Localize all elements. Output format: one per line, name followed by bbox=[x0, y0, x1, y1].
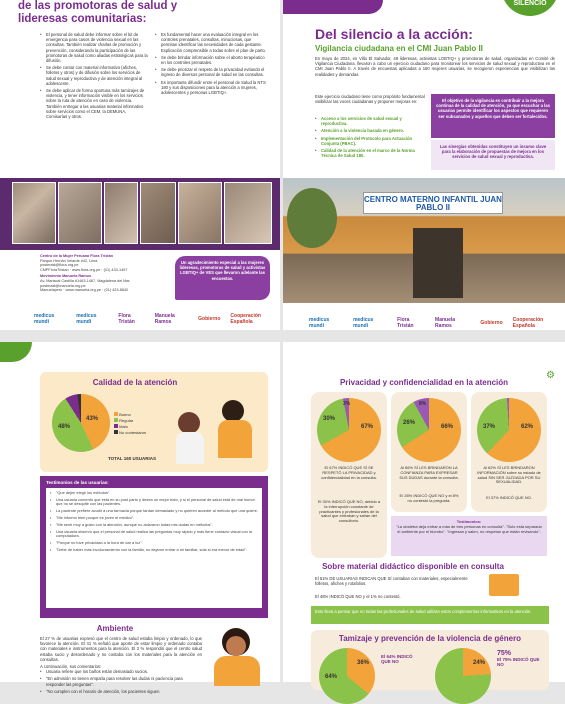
main-title: Del silencio a la acción: bbox=[315, 26, 473, 42]
privacy-pie-3 bbox=[477, 398, 541, 462]
contact1-line: Parque Hernán Velarde #42, Lima bbox=[40, 258, 98, 263]
pie-label: 64% bbox=[325, 674, 338, 680]
testimonio: • "Me sentí muy a gusto con la atención, aunque no aclararon todas mis dudas en métodos". bbox=[50, 523, 258, 528]
quality-total: TOTAL 160 USUARIAS bbox=[108, 456, 157, 461]
recommendation: • Se debe aplicar de forma oportuna más tamizajes de violencia, y tener información visible en los servicios sobre la ruta de atención en caso de violencia. También entregar a las usuarias material informativo sobre servicios como el CEM, la DEMUNA, Comisarías y otros. bbox=[40, 88, 148, 119]
contact1-line: CMPFloraTristan · www.flora.org.pe · (01) 433-1457 bbox=[40, 267, 128, 272]
objective-box: El objetivo de la vigilancia es contribuir a la mejora continua de la calidad de atención, ya que escuchar a las usuarias permite identificar los aspectos que requieren ser subsanados y aquellos que deben ser fortalecidos. bbox=[431, 94, 555, 138]
privacy-card-text: El 30% INDICÓ QUE NO, debido a la interrupción constante de practicantes y profesionales de la salud que entraban y salían del consultorio. bbox=[317, 499, 381, 524]
privacy-card-text: El 37% INDICÓ QUE NO. bbox=[486, 495, 532, 500]
bottom-right-page bbox=[283, 342, 565, 682]
pie-label: 8% bbox=[419, 401, 427, 407]
bottom-left-page bbox=[0, 342, 280, 694]
ambiente-paragraph: El 27 % de usuarias expresó que el centro de salud estaba limpio y ordenado, lo que favorece la atención. El 41 % señaló que aporte de estar limpio y ordenado contaba con materiales e instrumentos para la atención. El 3 % respondió que el centro salud estaba sucio y desordenado y no contaba con los materiales para la atención en consultas. bbox=[40, 636, 202, 662]
contact2-line: Manuelaperu · www.manuela.org.pe · (01) 423-8840 bbox=[40, 288, 129, 293]
synergy-box: Las sinergias obtenidas constituyen un insumo clave para la elaboración de propuestas de mejora en los servicios de salud sexual y reproductiva. bbox=[431, 140, 555, 170]
recommendation: • Se debe brindar información sobre el aborto terapéutico en los controles prenatales. bbox=[155, 55, 267, 65]
logo-gobierno: Gobierno bbox=[198, 316, 221, 322]
privacy-testimonios-text: "La obstetra deja entrar a más de tres personas en consulta". "Solo está separado el ambiente por el biombo". "Ingresan y salen, no respetan que están revisando". bbox=[396, 523, 542, 534]
pie-label: 24% bbox=[472, 660, 485, 666]
logo-row bbox=[307, 316, 565, 330]
privacy-testimonios bbox=[391, 516, 547, 556]
contact-block bbox=[40, 254, 165, 293]
logo-manuela-ramos: Manuela Ramos bbox=[435, 317, 456, 329]
testimonios-title: Testimonios de las usuarias: bbox=[46, 480, 109, 485]
privacy-pie-2 bbox=[397, 398, 461, 462]
pie-label: 36% bbox=[356, 660, 369, 666]
logo-cooperacion: Cooperación Española bbox=[230, 313, 261, 325]
pie-label: 30% bbox=[323, 416, 336, 422]
logo-medicus-mundi: medicus mundi bbox=[353, 317, 374, 329]
quality-pie bbox=[52, 394, 110, 452]
photo-strip bbox=[0, 178, 280, 250]
building-sign: CENTRO MATERNO INFANTIL JUAN PABLO II bbox=[363, 192, 503, 214]
tamizaje-card bbox=[311, 630, 549, 690]
pie-label-good: 43% bbox=[86, 416, 99, 422]
material-note: Esto lleva a pensar que no todas las profesionales de salud utilizan estos complementos informativos en la atención. bbox=[311, 606, 549, 624]
testimonio: • La paciente prefiere acudir a una farmacia porque tardan demasiado y no quieren acceder al método que una quiere. bbox=[50, 509, 258, 514]
material-text-2: El 48% INDICÓ QUE NO y el 1% no contestó. bbox=[315, 594, 401, 599]
intro-paragraph: En mayo de 2024, en Villa El Salvador, 49 lideresas, activistas LGBTIQ+ y promotoras de salud, organizadas en Comité de Vigilancia Ciudadana, llevaron a cabo un ejercicio ciudadano para monitorear los servicios de salud sexual y reproductiva en el CMI Juan Pablo II. A través de encuestas aplicadas a 160 mujeres usuarias, se recogieron experiencias que visibilizan las realidades y demandas. bbox=[315, 56, 555, 77]
testimonio: • Una usuaria comentó que está en su post parto y desea un mejor trato, y si el personal de salud está de mal humor que no se desquite con las pacientes. bbox=[50, 498, 258, 508]
recommendations-col1 bbox=[40, 32, 148, 121]
logo-medicus-mundi: medicus mundi bbox=[34, 313, 55, 325]
tamizaje-title: Tamizaje y prevención de la violencia de género bbox=[338, 634, 522, 643]
photo-promotoras-6 bbox=[224, 182, 272, 244]
tree bbox=[287, 188, 337, 248]
doctor-illustration bbox=[178, 392, 258, 464]
focus-bullets bbox=[315, 116, 425, 160]
books-icon bbox=[489, 574, 519, 596]
pie-label: 26% bbox=[403, 420, 416, 426]
photo-promotoras-4 bbox=[140, 182, 176, 244]
privacy-card-3 bbox=[471, 392, 547, 512]
top-left-page bbox=[0, 0, 280, 330]
focus-item: • Acceso a los servicios de salud sexual y reproductiva. bbox=[315, 116, 425, 126]
ambiente-quote: • "En admisión no tienen empatía para resolver las dudas ni paciencia para responder las preguntas". bbox=[40, 676, 202, 686]
green-badge bbox=[501, 0, 559, 16]
recommendation: • El personal de salud debe informar sobre el kit de emergencia para casos de violencia sexual en las consultas. También realizar charlas de promoción y prevención, considerando la participación de las promotoras de salud como aliadas estratégicas para la difusión. bbox=[40, 32, 148, 63]
contact2-title: Movimiento Manuela Ramos bbox=[40, 274, 92, 279]
tamizaje-text-2 bbox=[497, 650, 545, 667]
legend-item: Bueno bbox=[114, 412, 146, 418]
focus-item: • Atención a la violencia basada en género. bbox=[315, 128, 425, 133]
green-corner bbox=[0, 342, 32, 362]
privacy-icons: ⚙ bbox=[546, 370, 555, 381]
privacy-testimonios-title: Testimonios: bbox=[456, 519, 482, 524]
testimonio: • "Debe de haber más involucramiento con la familia, no dejaron entrar a mi familiar, sola si era menor de edad". bbox=[50, 548, 258, 553]
recommendation: • Es importante difundir entre el personal de Salud la NTS 180 y sus disposiciones para la atención a mujeres, adolescentes y personas LGBTIQ+. bbox=[155, 80, 267, 96]
tamizaje-text-1: El 64% INDICÓ QUE NO bbox=[381, 654, 413, 664]
ambiente-title: Ambiente bbox=[96, 624, 134, 633]
badge-text: SILENCIO bbox=[513, 0, 547, 7]
pie-label: 67% bbox=[360, 424, 373, 430]
focus-item: • Implementación del Protocolo para Actuación Conjunta (PBAC). bbox=[315, 136, 425, 146]
photo-promotoras-2 bbox=[58, 182, 102, 244]
focus-item: • Calidad de la atención en el marco de la Norma Técnica de Salud 180. bbox=[315, 148, 425, 158]
testimonio: • "Me informó bien porque es joven el médico". bbox=[50, 516, 258, 521]
logo-medicus-mundi: medicus mundi bbox=[76, 313, 97, 325]
top-right-page bbox=[283, 0, 565, 330]
recommendations-col2 bbox=[155, 32, 267, 97]
acknowledgement-callout: Un agradecimiento especial a las mujeres lideresas, promotoras de salud y activistas LGBTIQ+ de VES que llevaron adelante las encuestas. bbox=[175, 256, 270, 300]
tamizaje-pct: 75% bbox=[497, 650, 512, 657]
pie-label: 37% bbox=[483, 424, 496, 430]
legend-item: Regular bbox=[114, 418, 146, 424]
privacy-card-text: Al 66% SÍ LES BRINDARON LA CONFIANZA PARA EXPRESAR SUS DUDAS durante la consulta. bbox=[399, 465, 459, 480]
photo-promotoras-5 bbox=[178, 182, 222, 244]
subtitle: Vigilancia ciudadana en el CMI Juan Pablo II bbox=[315, 44, 483, 53]
legend-item: Malo bbox=[114, 424, 146, 430]
contact2-line: Av. Mariscal Castilla #1463-1467, Magdalena del Mar bbox=[40, 278, 130, 283]
tamizaje-pie-2 bbox=[435, 648, 491, 704]
health-center-photo bbox=[283, 178, 565, 303]
recommendation: • Se debe contar con material informativo (afiches, folletos y otros) y de difusión sobre los servicios de salud sexual y reproductiva y de atención integral al adolescente. bbox=[40, 65, 148, 86]
woman-illustration bbox=[206, 628, 268, 688]
logo-manuela-ramos: Manuela Ramos bbox=[154, 313, 175, 325]
pie-label: 62% bbox=[520, 424, 533, 430]
ambiente-sub: A continuación, sus comentarios: bbox=[40, 664, 102, 670]
recommendation: • Se debe priorizar el respeto de la privacidad evitando el ingreso de diversos personal de salud en las consultas. bbox=[155, 67, 267, 77]
legend-item: No contestaron bbox=[114, 430, 146, 436]
photo-promotoras-3 bbox=[104, 182, 138, 244]
logo-gobierno: Gobierno bbox=[480, 320, 503, 326]
privacy-card-text: El 67% INDICÓ QUE SÍ SE RESPETÓ LA PRIVACIDAD y confidencialidad en la consulta. bbox=[321, 465, 377, 480]
purple-corner bbox=[283, 0, 383, 14]
building-door bbox=[413, 228, 463, 298]
purpose-paragraph: Este ejercicio ciudadano tiene como propósito fundamental visibilizar las voces ciudadanas y proponer mejoras en: bbox=[315, 94, 425, 105]
quality-card bbox=[40, 372, 268, 472]
quality-title: Calidad de la atención bbox=[92, 378, 178, 387]
page-heading: de las promotoras de salud y lideresas comunitarias: bbox=[18, 0, 178, 25]
material-text-1: El 51% DE USUARIAS INDICAN QUE SÍ contaban con materiales, especialmente folletos, afiches y rotafolios. bbox=[315, 576, 468, 587]
pie-label: 66% bbox=[440, 424, 453, 430]
photo-promotoras-1 bbox=[12, 182, 56, 244]
contact1-line: postmast@flora.org.pe bbox=[40, 263, 79, 268]
contact2-line: postmast@manuela.org.pe bbox=[40, 283, 86, 288]
testimonios-box bbox=[40, 476, 268, 618]
ambiente-quote: • Usuaria refiere que los baños están demasiado sucios. bbox=[40, 669, 202, 674]
ambiente-text bbox=[40, 636, 202, 696]
privacy-card-2 bbox=[391, 392, 467, 512]
contact1-title: Centro de la Mujer Peruana Flora Tristán bbox=[40, 254, 114, 258]
logo-flora-tristan: Flora Tristán bbox=[118, 313, 135, 325]
ambiente-quote: • "No cumplen con el horario de atención, los pacientes siguen bbox=[40, 689, 202, 694]
privacy-card-text: Al 62% SÍ LES BRINDARON INFORMACIÓN sobre su estado de salud SIN SER JUZGADA POR SU SEXUALIDAD. bbox=[477, 465, 541, 485]
logo-medicus-mundi: medicus mundi bbox=[309, 317, 330, 329]
quality-legend bbox=[114, 412, 146, 436]
logo-cooperacion: Cooperación Española bbox=[512, 317, 544, 329]
privacy-card-text: El 26% INDICÓ QUE NO y el 8% no contestó la pregunta. bbox=[399, 493, 459, 503]
privacy-pie-1 bbox=[317, 398, 381, 462]
pie-label: 3% bbox=[343, 401, 351, 407]
pie-label-regular: 48% bbox=[58, 424, 71, 430]
logo-flora-tristan: Flora Tristán bbox=[397, 317, 414, 329]
testimonio: • "Porque no tuve privacidad a la hora de dar a luz". bbox=[50, 541, 258, 546]
material-title: Sobre material didáctico disponible en consulta bbox=[322, 562, 504, 571]
logo-row bbox=[32, 312, 280, 326]
tamizaje-label: El 75% INDICÓ QUE NO bbox=[497, 657, 540, 667]
tamizaje-pie-1 bbox=[319, 648, 375, 704]
testimonio: • Una usuaria observó que el personal de salud realiza las preguntas muy rápido y más tiene contacto visual con la computadora. bbox=[50, 530, 258, 540]
privacy-card-1 bbox=[311, 392, 387, 558]
recommendation: • Es fundamental hacer una evaluación integral en los controles prenatales, consultas, minuciosas, que permitan identificar las necesidades de cada gestante. Explicación comprensible a todas sobre el plan de parto. bbox=[155, 32, 267, 53]
privacy-title: Privacidad y confidencialidad en la atención bbox=[339, 378, 509, 387]
testimonio: • "Que dejen elegir los métodos". bbox=[50, 491, 258, 496]
